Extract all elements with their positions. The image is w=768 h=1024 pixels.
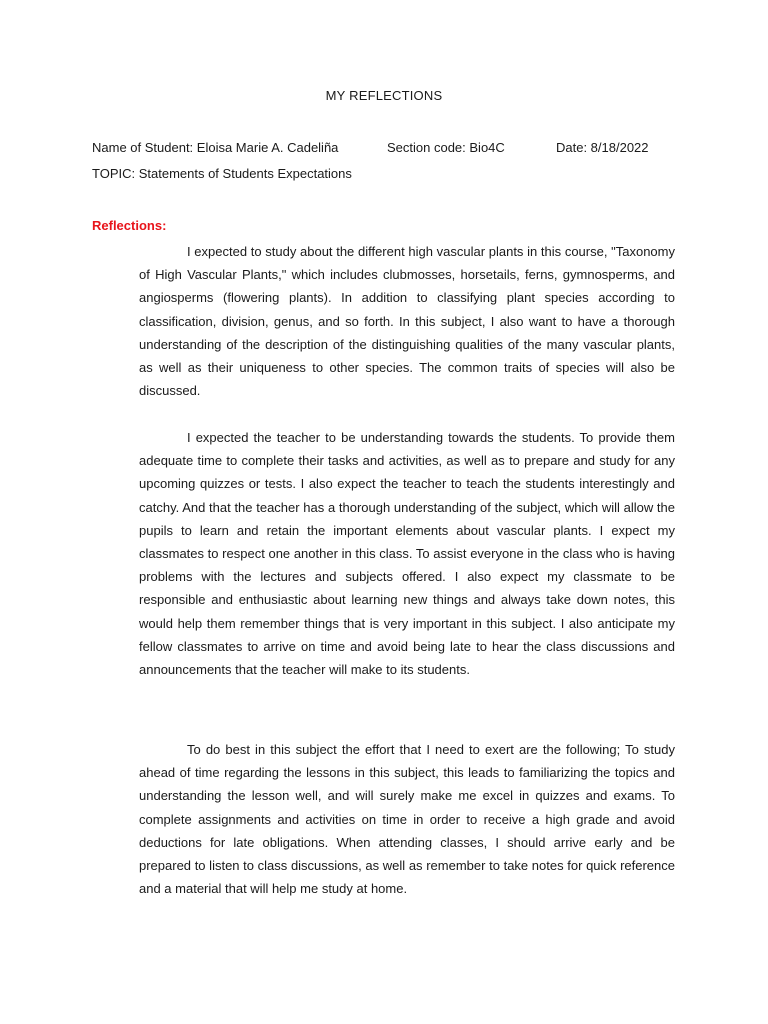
section-code: Section code: Bio4C — [387, 140, 505, 155]
reflections-heading: Reflections: — [92, 218, 167, 233]
topic-line: TOPIC: Statements of Students Expectations — [92, 166, 352, 181]
reflection-paragraph-3: To do best in this subject the effort that I need to exert are the following; To study ahead of time regarding the lessons in this subject, this leads to familiarizing the topics and understanding the lesson well, and will surely make me excel in quizzes and exams. To complete assignments and activities on time in order to receive a high grade and avoid deductions for late obligations. When attending classes, I should arrive early and be prepared to listen to class discussions, as well as remember to take notes for quick reference and a material that will help me study at home. — [139, 742, 675, 897]
document-date: Date: 8/18/2022 — [556, 140, 649, 155]
document-title: MY REFLECTIONS — [325, 88, 443, 103]
reflection-paragraph-2: I expected the teacher to be understanding towards the students. To provide them adequate time to complete their tasks and activities, as well as to prepare and study for any upcoming quizzes or tests. I also expect the teacher to teach the students interestingly and catchy. And that the teacher has a thorough understanding of the subject, which will allow the pupils to learn and retain the important elements about vascular plants. I expect my classmates to respect one another in this class. To assist everyone in the class who is having problems with the lectures and subjects offered. I also expect my classmate to be responsible and enthusiastic about learning new things and always take down notes, this would help them remember things that is very important in this subject. I also anticipate my fellow classmates to arrive on time and avoid being late to hear the class discussions and announcements that the teacher will make to its students. — [139, 430, 675, 678]
student-name: Name of Student: Eloisa Marie A. Cadeliña — [92, 140, 339, 155]
reflection-paragraph-1: I expected to study about the different high vascular plants in this course, "Taxonomy of High Vascular Plants," which includes clubmosses, horsetails, ferns, gymnosperms, and angiosperms (flowering plants). In addition to classifying plant species according to classification, division, genus, and so forth. In this subject, I also want to have a thorough understanding of the description of the distinguishing qualities of the many vascular plants, as well as their uniqueness to other species. The common traits of species will also be discussed. — [139, 244, 675, 399]
student-info-row — [92, 140, 692, 158]
